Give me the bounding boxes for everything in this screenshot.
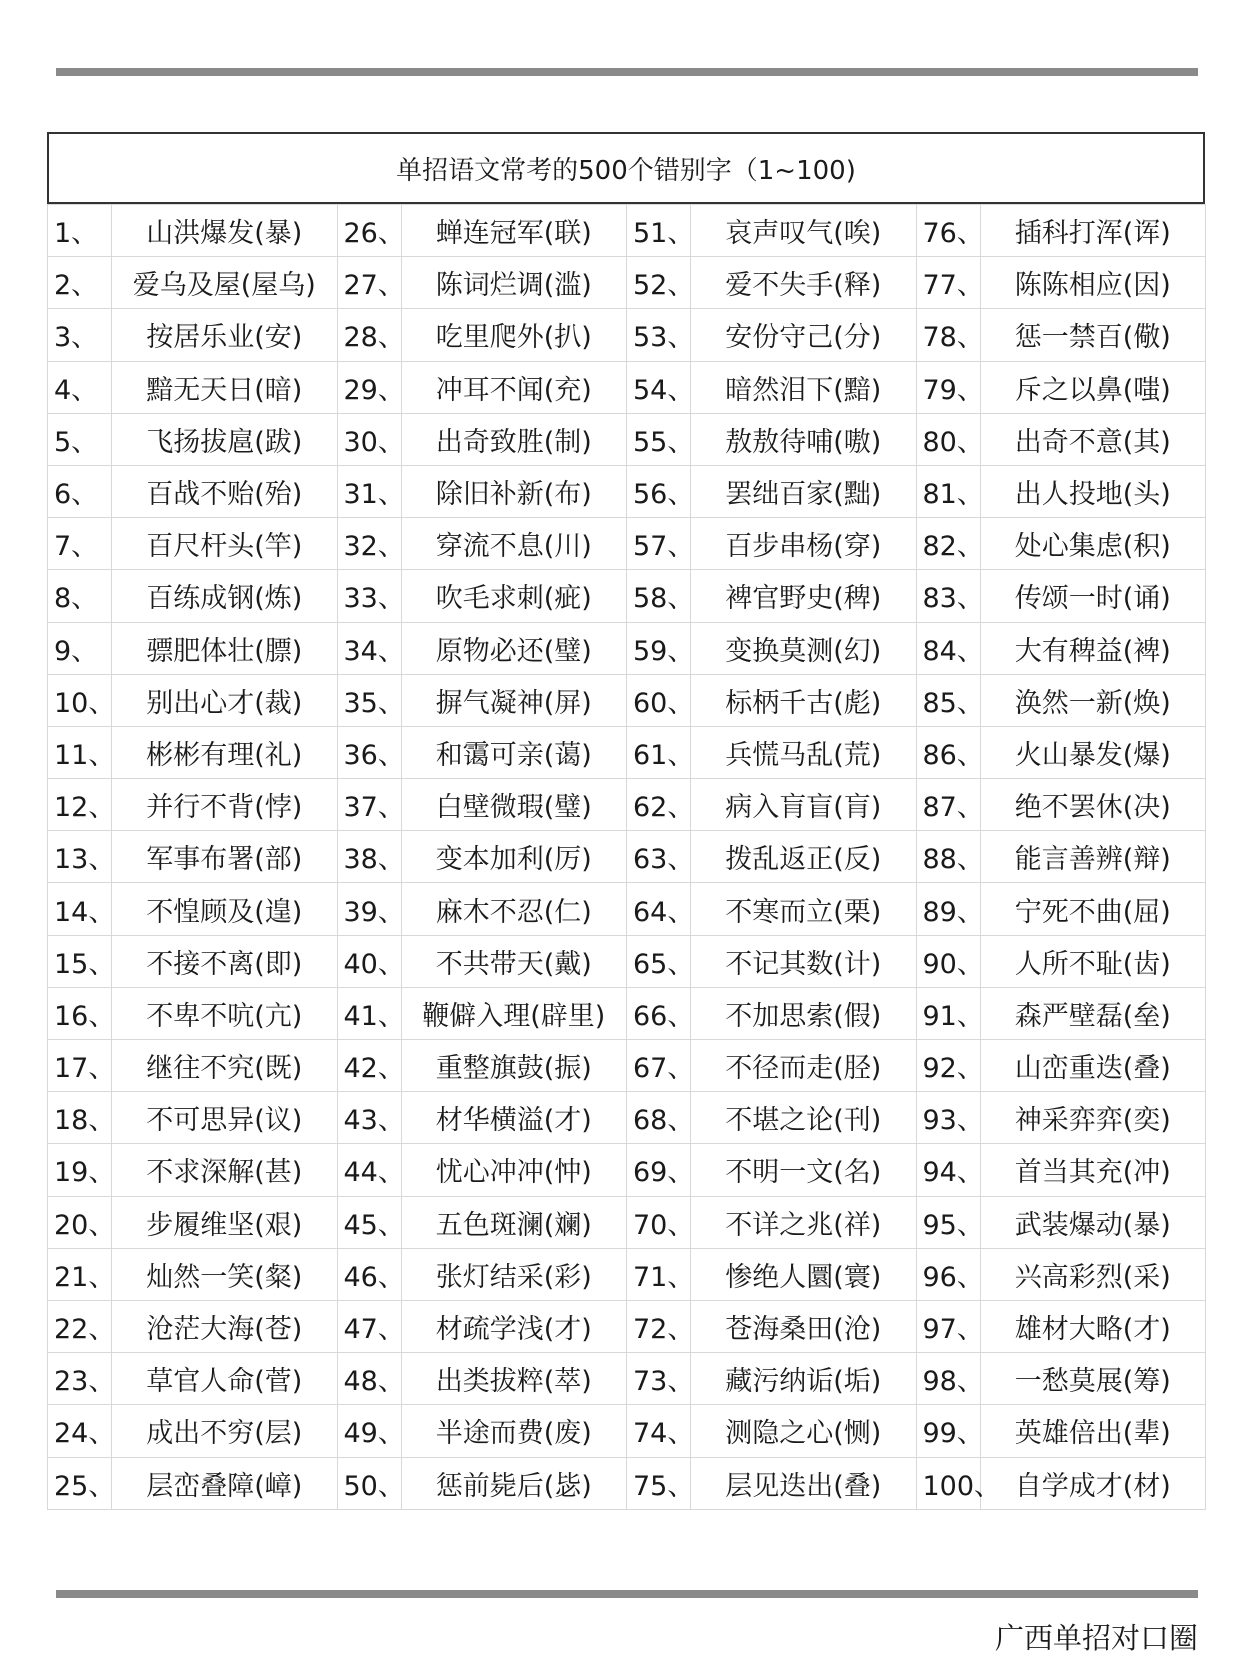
item-phrase: 大有稗益(裨) bbox=[980, 622, 1206, 674]
item-phrase: 不径而走(胫) bbox=[691, 1040, 917, 1092]
item-number: 17、 bbox=[48, 1040, 112, 1092]
table-row bbox=[48, 779, 1206, 831]
item-number: 94、 bbox=[916, 1144, 980, 1196]
item-phrase: 涣然一新(焕) bbox=[980, 674, 1206, 726]
item-phrase: 变换莫测(幻) bbox=[691, 622, 917, 674]
item-number: 42、 bbox=[337, 1040, 401, 1092]
item-number: 69、 bbox=[627, 1144, 691, 1196]
item-phrase: 灿然一笑(粲) bbox=[112, 1248, 338, 1300]
item-phrase: 首当其充(冲) bbox=[980, 1144, 1206, 1196]
item-number: 89、 bbox=[916, 883, 980, 935]
item-phrase: 不求深解(甚) bbox=[112, 1144, 338, 1196]
item-number: 39、 bbox=[337, 883, 401, 935]
table-row bbox=[48, 1405, 1206, 1457]
item-number: 75、 bbox=[627, 1457, 691, 1509]
item-number: 43、 bbox=[337, 1092, 401, 1144]
item-phrase: 步履维坚(艰) bbox=[112, 1196, 338, 1248]
item-number: 73、 bbox=[627, 1353, 691, 1405]
item-phrase: 兵慌马乱(荒) bbox=[691, 726, 917, 778]
item-number: 87、 bbox=[916, 779, 980, 831]
item-number: 58、 bbox=[627, 570, 691, 622]
table-row bbox=[48, 1457, 1206, 1509]
item-phrase: 百战不贻(殆) bbox=[112, 465, 338, 517]
item-phrase: 不记其数(计) bbox=[691, 935, 917, 987]
item-phrase: 按居乐业(安) bbox=[112, 309, 338, 361]
item-number: 76、 bbox=[916, 205, 980, 257]
item-phrase: 爱不失手(释) bbox=[691, 257, 917, 309]
table-row bbox=[48, 205, 1206, 257]
item-number: 51、 bbox=[627, 205, 691, 257]
item-number: 8、 bbox=[48, 570, 112, 622]
table-row bbox=[48, 570, 1206, 622]
item-phrase: 惩一禁百(儆) bbox=[980, 309, 1206, 361]
item-number: 13、 bbox=[48, 831, 112, 883]
item-phrase: 森严壁磊(垒) bbox=[980, 987, 1206, 1039]
item-phrase: 裨官野史(稗) bbox=[691, 570, 917, 622]
item-number: 14、 bbox=[48, 883, 112, 935]
item-phrase: 哀声叹气(唉) bbox=[691, 205, 917, 257]
table-row bbox=[48, 987, 1206, 1039]
item-phrase: 军事布署(部) bbox=[112, 831, 338, 883]
item-number: 37、 bbox=[337, 779, 401, 831]
table-row bbox=[48, 361, 1206, 413]
item-number: 22、 bbox=[48, 1300, 112, 1352]
table-row bbox=[48, 257, 1206, 309]
item-number: 40、 bbox=[337, 935, 401, 987]
item-phrase: 兴高彩烈(采) bbox=[980, 1248, 1206, 1300]
item-phrase: 出奇不意(其) bbox=[980, 413, 1206, 465]
item-number: 96、 bbox=[916, 1248, 980, 1300]
item-phrase: 神采弈弈(奕) bbox=[980, 1092, 1206, 1144]
item-number: 7、 bbox=[48, 518, 112, 570]
item-number: 32、 bbox=[337, 518, 401, 570]
item-phrase: 人所不耻(齿) bbox=[980, 935, 1206, 987]
item-phrase: 冲耳不闻(充) bbox=[401, 361, 627, 413]
item-number: 25、 bbox=[48, 1457, 112, 1509]
item-phrase: 五色斑澜(斓) bbox=[401, 1196, 627, 1248]
item-phrase: 百步串杨(穿) bbox=[691, 518, 917, 570]
item-number: 35、 bbox=[337, 674, 401, 726]
item-number: 63、 bbox=[627, 831, 691, 883]
item-phrase: 不明一文(名) bbox=[691, 1144, 917, 1196]
item-number: 57、 bbox=[627, 518, 691, 570]
item-phrase: 骠肥体壮(膘) bbox=[112, 622, 338, 674]
item-number: 55、 bbox=[627, 413, 691, 465]
typo-table bbox=[47, 132, 1205, 1510]
item-phrase: 飞扬拔扈(跋) bbox=[112, 413, 338, 465]
table-row bbox=[48, 465, 1206, 517]
item-phrase: 层见迭出(叠) bbox=[691, 1457, 917, 1509]
item-number: 97、 bbox=[916, 1300, 980, 1352]
table-row bbox=[48, 309, 1206, 361]
item-number: 33、 bbox=[337, 570, 401, 622]
item-number: 54、 bbox=[627, 361, 691, 413]
item-phrase: 拨乱返正(反) bbox=[691, 831, 917, 883]
item-phrase: 测隐之心(恻) bbox=[691, 1405, 917, 1457]
item-phrase: 惨绝人圜(寰) bbox=[691, 1248, 917, 1300]
item-phrase: 一愁莫展(筹) bbox=[980, 1353, 1206, 1405]
item-phrase: 重整旗鼓(振) bbox=[401, 1040, 627, 1092]
item-number: 67、 bbox=[627, 1040, 691, 1092]
top-divider bbox=[56, 68, 1198, 76]
item-phrase: 山洪爆发(暴) bbox=[112, 205, 338, 257]
item-number: 88、 bbox=[916, 831, 980, 883]
item-phrase: 斥之以鼻(嗤) bbox=[980, 361, 1206, 413]
item-phrase: 出类拔粹(萃) bbox=[401, 1353, 627, 1405]
typo-grid bbox=[47, 204, 1206, 1510]
item-number: 45、 bbox=[337, 1196, 401, 1248]
item-number: 18、 bbox=[48, 1092, 112, 1144]
item-number: 81、 bbox=[916, 465, 980, 517]
table-row bbox=[48, 935, 1206, 987]
item-number: 31、 bbox=[337, 465, 401, 517]
table-row bbox=[48, 1144, 1206, 1196]
item-phrase: 穿流不息(川) bbox=[401, 518, 627, 570]
item-phrase: 不接不离(即) bbox=[112, 935, 338, 987]
item-number: 50、 bbox=[337, 1457, 401, 1509]
item-phrase: 英雄倍出(辈) bbox=[980, 1405, 1206, 1457]
item-phrase: 草官人命(菅) bbox=[112, 1353, 338, 1405]
item-phrase: 罢绌百家(黜) bbox=[691, 465, 917, 517]
table-row bbox=[48, 622, 1206, 674]
item-number: 85、 bbox=[916, 674, 980, 726]
item-number: 53、 bbox=[627, 309, 691, 361]
item-number: 38、 bbox=[337, 831, 401, 883]
item-phrase: 白壁微瑕(璧) bbox=[401, 779, 627, 831]
item-phrase: 材华横溢(才) bbox=[401, 1092, 627, 1144]
item-number: 74、 bbox=[627, 1405, 691, 1457]
item-number: 34、 bbox=[337, 622, 401, 674]
item-number: 72、 bbox=[627, 1300, 691, 1352]
item-phrase: 处心集虑(积) bbox=[980, 518, 1206, 570]
item-number: 16、 bbox=[48, 987, 112, 1039]
item-number: 47、 bbox=[337, 1300, 401, 1352]
item-number: 27、 bbox=[337, 257, 401, 309]
item-number: 68、 bbox=[627, 1092, 691, 1144]
item-number: 78、 bbox=[916, 309, 980, 361]
item-phrase: 材疏学浅(才) bbox=[401, 1300, 627, 1352]
typo-grid-body bbox=[48, 205, 1206, 1510]
item-number: 62、 bbox=[627, 779, 691, 831]
table-row bbox=[48, 1040, 1206, 1092]
item-number: 20、 bbox=[48, 1196, 112, 1248]
item-number: 95、 bbox=[916, 1196, 980, 1248]
item-number: 59、 bbox=[627, 622, 691, 674]
table-row bbox=[48, 518, 1206, 570]
item-number: 70、 bbox=[627, 1196, 691, 1248]
item-number: 64、 bbox=[627, 883, 691, 935]
item-phrase: 暗然泪下(黯) bbox=[691, 361, 917, 413]
item-number: 2、 bbox=[48, 257, 112, 309]
item-number: 91、 bbox=[916, 987, 980, 1039]
item-number: 3、 bbox=[48, 309, 112, 361]
item-phrase: 不加思索(假) bbox=[691, 987, 917, 1039]
item-phrase: 麻木不忍(仁) bbox=[401, 883, 627, 935]
item-number: 61、 bbox=[627, 726, 691, 778]
item-number: 28、 bbox=[337, 309, 401, 361]
item-phrase: 沧茫大海(苍) bbox=[112, 1300, 338, 1352]
item-phrase: 张灯结采(彩) bbox=[401, 1248, 627, 1300]
item-number: 19、 bbox=[48, 1144, 112, 1196]
item-phrase: 百尺杆头(竿) bbox=[112, 518, 338, 570]
item-phrase: 敖敖待哺(嗷) bbox=[691, 413, 917, 465]
item-number: 11、 bbox=[48, 726, 112, 778]
item-number: 23、 bbox=[48, 1353, 112, 1405]
item-number: 15、 bbox=[48, 935, 112, 987]
table-row bbox=[48, 1248, 1206, 1300]
item-number: 9、 bbox=[48, 622, 112, 674]
item-phrase: 绝不罢休(决) bbox=[980, 779, 1206, 831]
table-title: 单招语文常考的500个错别字（1~100) bbox=[47, 132, 1205, 204]
item-phrase: 百练成钢(炼) bbox=[112, 570, 338, 622]
item-phrase: 不详之兆(祥) bbox=[691, 1196, 917, 1248]
item-phrase: 不惶顾及(遑) bbox=[112, 883, 338, 935]
item-phrase: 原物必还(璧) bbox=[401, 622, 627, 674]
table-row bbox=[48, 1092, 1206, 1144]
item-number: 6、 bbox=[48, 465, 112, 517]
item-number: 1、 bbox=[48, 205, 112, 257]
item-phrase: 别出心才(裁) bbox=[112, 674, 338, 726]
item-number: 92、 bbox=[916, 1040, 980, 1092]
item-number: 93、 bbox=[916, 1092, 980, 1144]
item-phrase: 摒气凝神(屏) bbox=[401, 674, 627, 726]
item-phrase: 传颂一时(诵) bbox=[980, 570, 1206, 622]
item-number: 46、 bbox=[337, 1248, 401, 1300]
item-phrase: 忧心冲冲(忡) bbox=[401, 1144, 627, 1196]
item-phrase: 并行不背(悖) bbox=[112, 779, 338, 831]
table-row bbox=[48, 831, 1206, 883]
item-number: 86、 bbox=[916, 726, 980, 778]
table-row bbox=[48, 1196, 1206, 1248]
item-number: 52、 bbox=[627, 257, 691, 309]
item-phrase: 藏污纳诟(垢) bbox=[691, 1353, 917, 1405]
item-phrase: 陈词烂调(滥) bbox=[401, 257, 627, 309]
item-number: 99、 bbox=[916, 1405, 980, 1457]
table-row bbox=[48, 1300, 1206, 1352]
item-number: 56、 bbox=[627, 465, 691, 517]
item-phrase: 继往不究(既) bbox=[112, 1040, 338, 1092]
item-phrase: 成出不穷(层) bbox=[112, 1405, 338, 1457]
item-phrase: 不寒而立(栗) bbox=[691, 883, 917, 935]
item-number: 41、 bbox=[337, 987, 401, 1039]
item-phrase: 山峦重迭(叠) bbox=[980, 1040, 1206, 1092]
item-number: 24、 bbox=[48, 1405, 112, 1457]
item-phrase: 安份守己(分) bbox=[691, 309, 917, 361]
item-number: 83、 bbox=[916, 570, 980, 622]
item-phrase: 不卑不吭(亢) bbox=[112, 987, 338, 1039]
item-number: 100、 bbox=[916, 1457, 980, 1509]
item-phrase: 鞭僻入理(辟里) bbox=[401, 987, 627, 1039]
item-phrase: 雄材大略(才) bbox=[980, 1300, 1206, 1352]
item-phrase: 病入肓盲(肓) bbox=[691, 779, 917, 831]
item-phrase: 苍海桑田(沧) bbox=[691, 1300, 917, 1352]
item-phrase: 能言善辨(辩) bbox=[980, 831, 1206, 883]
item-number: 5、 bbox=[48, 413, 112, 465]
item-phrase: 爱乌及屋(屋乌) bbox=[112, 257, 338, 309]
item-number: 48、 bbox=[337, 1353, 401, 1405]
item-phrase: 不堪之论(刊) bbox=[691, 1092, 917, 1144]
item-number: 90、 bbox=[916, 935, 980, 987]
table-row bbox=[48, 1353, 1206, 1405]
bottom-divider bbox=[56, 1590, 1198, 1598]
item-phrase: 半途而费(废) bbox=[401, 1405, 627, 1457]
table-row bbox=[48, 883, 1206, 935]
item-phrase: 黯无天日(暗) bbox=[112, 361, 338, 413]
table-row bbox=[48, 726, 1206, 778]
item-number: 79、 bbox=[916, 361, 980, 413]
item-phrase: 彬彬有理(礼) bbox=[112, 726, 338, 778]
item-number: 12、 bbox=[48, 779, 112, 831]
item-phrase: 出人投地(头) bbox=[980, 465, 1206, 517]
item-phrase: 和霭可亲(蔼) bbox=[401, 726, 627, 778]
item-phrase: 蝉连冠军(联) bbox=[401, 205, 627, 257]
item-number: 26、 bbox=[337, 205, 401, 257]
item-number: 29、 bbox=[337, 361, 401, 413]
item-number: 21、 bbox=[48, 1248, 112, 1300]
item-phrase: 不可思异(议) bbox=[112, 1092, 338, 1144]
item-number: 82、 bbox=[916, 518, 980, 570]
item-phrase: 吃里爬外(扒) bbox=[401, 309, 627, 361]
item-number: 98、 bbox=[916, 1353, 980, 1405]
item-phrase: 标柄千古(彪) bbox=[691, 674, 917, 726]
table-row bbox=[48, 674, 1206, 726]
item-phrase: 陈陈相应(因) bbox=[980, 257, 1206, 309]
item-number: 4、 bbox=[48, 361, 112, 413]
item-number: 65、 bbox=[627, 935, 691, 987]
item-phrase: 不共带天(戴) bbox=[401, 935, 627, 987]
item-phrase: 吹毛求刺(疵) bbox=[401, 570, 627, 622]
item-number: 80、 bbox=[916, 413, 980, 465]
item-number: 60、 bbox=[627, 674, 691, 726]
item-number: 10、 bbox=[48, 674, 112, 726]
item-number: 84、 bbox=[916, 622, 980, 674]
item-phrase: 宁死不曲(屈) bbox=[980, 883, 1206, 935]
item-phrase: 火山暴发(爆) bbox=[980, 726, 1206, 778]
item-phrase: 除旧补新(布) bbox=[401, 465, 627, 517]
item-phrase: 武装爆动(暴) bbox=[980, 1196, 1206, 1248]
item-phrase: 层峦叠障(嶂) bbox=[112, 1457, 338, 1509]
item-number: 44、 bbox=[337, 1144, 401, 1196]
item-phrase: 惩前毙后(毖) bbox=[401, 1457, 627, 1509]
item-number: 30、 bbox=[337, 413, 401, 465]
item-number: 49、 bbox=[337, 1405, 401, 1457]
item-phrase: 出奇致胜(制) bbox=[401, 413, 627, 465]
item-number: 36、 bbox=[337, 726, 401, 778]
item-number: 77、 bbox=[916, 257, 980, 309]
item-number: 71、 bbox=[627, 1248, 691, 1300]
table-row bbox=[48, 413, 1206, 465]
item-number: 66、 bbox=[627, 987, 691, 1039]
item-phrase: 插科打浑(诨) bbox=[980, 205, 1206, 257]
item-phrase: 自学成才(材) bbox=[980, 1457, 1206, 1509]
footer-source: 广西单招对口圈 bbox=[994, 1621, 1198, 1655]
item-phrase: 变本加利(厉) bbox=[401, 831, 627, 883]
